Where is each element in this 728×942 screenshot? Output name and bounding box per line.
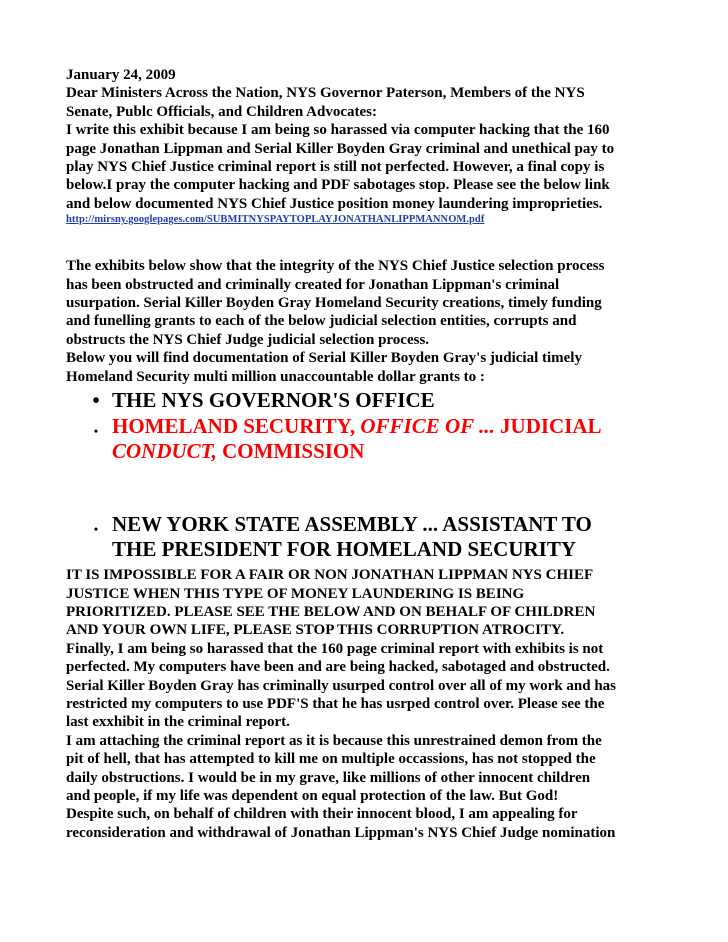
text-line: pit of hell, that has attempted to kill me on multiple occassions, has not stopped the bbox=[66, 751, 596, 768]
text-line: Serial Killer Boyden Gray has criminally usurped control over all of my work and has bbox=[66, 677, 617, 694]
report-link[interactable]: http://mirsny.googlepages.com/SUBMITNYSPAYTOPLAYJONATHANLIPPMANNOM.pdf bbox=[66, 214, 485, 226]
list-item bbox=[66, 414, 666, 464]
text-segment: HOMELAND SECURITY, bbox=[112, 414, 361, 439]
date-line: January 24, 2009 bbox=[66, 67, 176, 83]
text-line: reconsideration and withdrawal of Jonathan Lippman's NYS Chief Judge nomination bbox=[66, 824, 616, 841]
bullet-icon: • bbox=[93, 522, 99, 537]
text-line: play NYS Chief Justice criminal report is still not perfected. However, a final copy is bbox=[66, 159, 605, 176]
text-line: AND YOUR OWN LIFE, PLEASE STOP THIS CORRUPTION ATROCITY. bbox=[66, 622, 565, 639]
text-line: page Jonathan Lippman and Serial Killer Boyden Gray criminal and unethical pay to bbox=[66, 140, 615, 157]
list-item bbox=[66, 512, 666, 562]
text-segment: COMMISSION bbox=[216, 439, 365, 464]
text-segment: NEW YORK STATE ASSEMBLY ... ASSISTANT TO bbox=[112, 512, 592, 537]
list-item-text bbox=[112, 512, 592, 561]
closing-paragraph bbox=[66, 566, 666, 842]
intro-paragraph bbox=[66, 66, 666, 213]
text-line: restricted my computers to use PDF'S that he has usrped control over. Please see the bbox=[66, 695, 605, 712]
text-line: Dear Ministers Across the Nation, NYS Governor Paterson, Members of the NYS bbox=[66, 85, 585, 102]
text-line: I write this exhibit because I am being so harassed via computer hacking that the 160 bbox=[66, 122, 610, 139]
text-line: obstructs the NYS Chief Judge judicial selection process. bbox=[66, 331, 430, 348]
text-line: JUSTICE WHEN THIS TYPE OF MONEY LAUNDERING IS BEING bbox=[66, 585, 525, 602]
bullet-icon: • bbox=[92, 388, 100, 413]
text-line: daily obstructions. I would be in my grave, like millions of other innocent children bbox=[66, 769, 591, 786]
text-line: Below you will find documentation of Serial Killer Boyden Gray's judicial timely bbox=[66, 350, 582, 367]
list-item bbox=[66, 388, 666, 413]
text-line: The exhibits below show that the integrity of the NYS Chief Justice selection process bbox=[66, 258, 605, 275]
text-line: usurpation. Serial Killer Boyden Gray Homeland Security creations, timely funding bbox=[66, 295, 602, 312]
list-item-text bbox=[112, 414, 602, 463]
text-line: IT IS IMPOSSIBLE FOR A FAIR OR NON JONATHAN LIPPMAN NYS CHIEF bbox=[66, 567, 594, 584]
text-segment: JUDICIAL bbox=[494, 414, 602, 439]
text-line: Despite such, on behalf of children with their innocent blood, I am appealing for bbox=[66, 806, 578, 823]
exhibit-paragraph bbox=[66, 257, 666, 386]
link-container bbox=[66, 213, 666, 227]
text-line: Finally, I am being so harassed that the 160 page criminal report with exhibits is not bbox=[66, 640, 604, 657]
text-line: and below documented NYS Chief Justice position money laundering improprieties. bbox=[66, 195, 603, 212]
text-line: below.I pray the computer hacking and PDF sabotages stop. Please see the below link bbox=[66, 177, 610, 194]
text-segment-italic: CONDUCT, bbox=[112, 439, 217, 464]
document-page bbox=[66, 66, 666, 842]
text-line: PRIORITIZED. PLEASE SEE THE BELOW AND ON BEHALF OF CHILDREN bbox=[66, 603, 596, 620]
text-line: has been obstructed and criminally created for Jonathan Lippman's criminal bbox=[66, 276, 560, 293]
text-line: Senate, Publc Officials, and Children Advocates: bbox=[66, 103, 377, 120]
list-item-text: THE NYS GOVERNOR'S OFFICE bbox=[112, 388, 435, 413]
text-line: I am attaching the criminal report as it is because this unrestrained demon from the bbox=[66, 732, 602, 749]
spacer bbox=[66, 227, 666, 257]
text-line: and funelling grants to each of the below judicial selection entities, corrupts and bbox=[66, 313, 577, 330]
text-segment: THE PRESIDENT FOR HOMELAND SECURITY bbox=[112, 537, 577, 562]
text-line: perfected. My computers have been and are being hacked, sabotaged and obstructed. bbox=[66, 659, 610, 676]
grant-recipients-list bbox=[66, 388, 666, 562]
text-line: last exxhibit in the criminal report. bbox=[66, 714, 290, 731]
text-segment-italic: OFFICE OF ... bbox=[360, 414, 495, 439]
bullet-icon: • bbox=[93, 424, 99, 439]
text-line: Homeland Security multi million unaccountable dollar grants to : bbox=[66, 368, 485, 385]
text-line: and people, if my life was dependent on equal protection of the law. But God! bbox=[66, 787, 559, 804]
